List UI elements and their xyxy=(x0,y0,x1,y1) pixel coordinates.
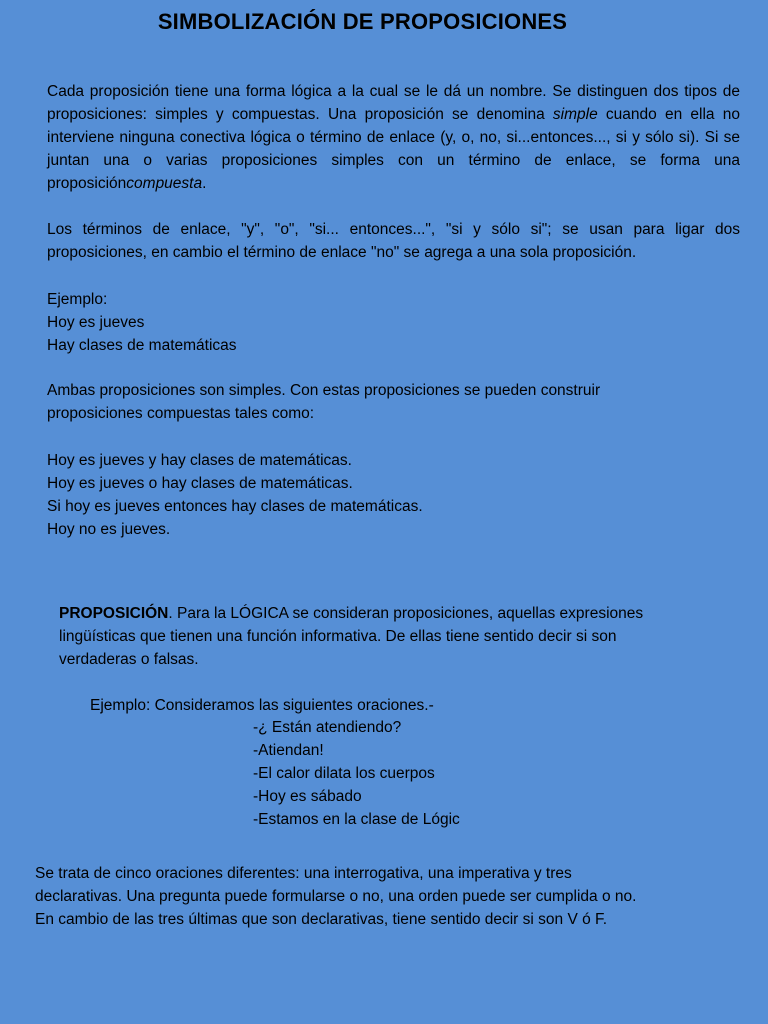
intro-simple-term: simple xyxy=(552,106,598,123)
intro-text-2: cuando en ella no interviene ninguna conectiva lógica o término de enlace (y, o, no, si...entonces..., si y sólo si). Si se juntan una o varias proposiciones simples con un término de enlace, se forma una proposición xyxy=(47,106,741,192)
definition-line: lingüísticas que tienen una función informativa. De ellas tiene sentido decir si son xyxy=(59,628,617,645)
compound-example: Si hoy es jueves entonces hay clases de matemáticas. xyxy=(47,498,423,515)
both-simple-line: Ambas proposiciones son simples. Con estas proposiciones se pueden construir xyxy=(47,382,601,399)
definition-line-rest: . Para la LÓGICA se consideran proposiciones, aquellas expresiones xyxy=(168,605,644,622)
intro-text-3: . xyxy=(202,175,207,192)
compound-example: Hoy es jueves y hay clases de matemáticas. xyxy=(47,452,352,469)
compound-examples xyxy=(47,449,740,541)
example-two-item: -Estamos en la clase de Lógic xyxy=(253,811,460,828)
intro-paragraph xyxy=(47,80,740,195)
both-simple-line: proposiciones compuestas tales como: xyxy=(47,405,315,422)
example-two-list xyxy=(253,716,703,831)
intro-text-1: Cada proposición tiene una forma lógica a la cual se le dá un nombre. Se distinguen dos tipos de proposiciones: simples y compuestas. Una proposición se denomina xyxy=(47,83,740,123)
example-one-heading: Ejemplo: xyxy=(47,291,108,308)
example-one-line: Hay clases de matemáticas xyxy=(47,337,237,354)
example-two-intro: Ejemplo: Consideramos las siguientes oraciones.- xyxy=(90,697,434,714)
compound-example: Hoy es jueves o hay clases de matemáticas. xyxy=(47,475,353,492)
closing-line: Se trata de cinco oraciones diferentes: una interrogativa, una imperativa y tres xyxy=(35,865,572,882)
intro-compuesta-term: compuesta xyxy=(126,175,203,192)
compound-example: Hoy no es jueves. xyxy=(47,521,171,538)
example-two-item: -El calor dilata los cuerpos xyxy=(253,765,435,782)
page-title: SIMBOLIZACIÓN DE PROPOSICIONES xyxy=(157,9,568,34)
closing-line: declarativas. Una pregunta puede formularse o no, una orden puede ser cumplida o no. xyxy=(35,888,637,905)
closing-line: En cambio de las tres últimas que son declarativas, tiene sentido decir si son V ó F. xyxy=(35,911,608,928)
example-one xyxy=(47,288,740,357)
example-one-line: Hoy es jueves xyxy=(47,314,145,331)
both-simple-paragraph xyxy=(47,379,740,425)
example-two-item: -Atiendan! xyxy=(253,742,324,759)
definition-label: PROPOSICIÓN xyxy=(59,605,169,622)
terms-paragraph: Los términos de enlace, "y", "o", "si... entonces...", "si y sólo si"; se usan para ligar dos proposiciones, en cambio el término de enlace "no" se agrega a una sola proposición. xyxy=(47,221,740,261)
example-two-item: -Hoy es sábado xyxy=(253,788,362,805)
definition-paragraph xyxy=(59,602,739,671)
definition-line xyxy=(59,602,739,625)
example-two-item: -¿ Están atendiendo? xyxy=(253,719,402,736)
definition-line: verdaderas o falsas. xyxy=(59,651,199,668)
closing-paragraph xyxy=(35,862,745,931)
